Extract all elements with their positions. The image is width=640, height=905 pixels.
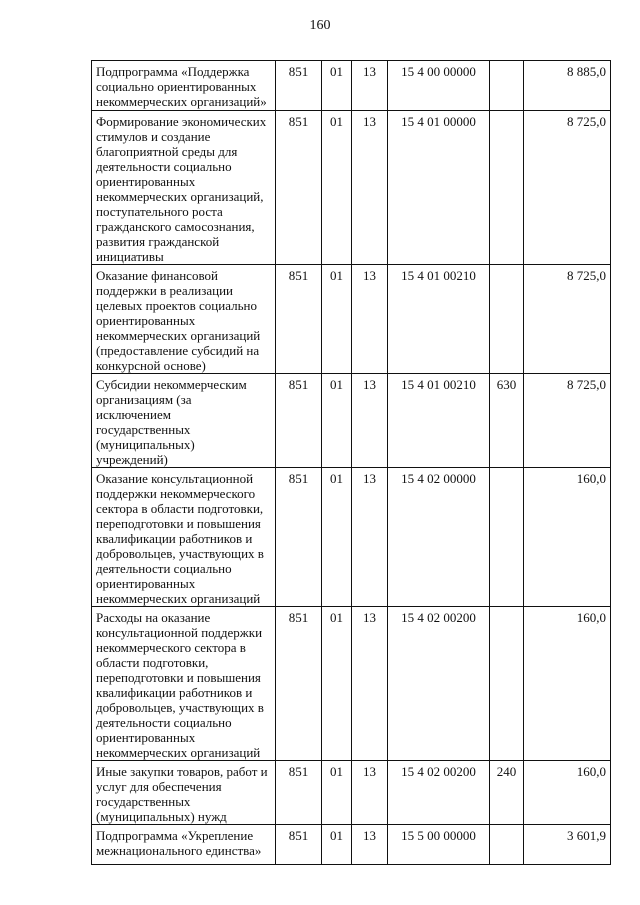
row-name-line: ориентированных: [96, 730, 196, 745]
table-row: [92, 825, 611, 865]
target-article-cell: 15 4 02 00200: [388, 607, 490, 761]
row-name-line: социально ориентированных: [96, 79, 257, 94]
row-name-line: ориентированных: [96, 174, 196, 189]
amount-cell: 160,0: [524, 761, 611, 825]
target-article-cell: 15 4 02 00000: [388, 468, 490, 607]
target-article-cell: 15 4 01 00210: [388, 265, 490, 374]
expense-type-cell: [490, 468, 524, 607]
row-name-cell: [92, 825, 276, 865]
row-name-line: инициативы: [96, 249, 164, 264]
row-name-line: Оказание финансовой: [96, 268, 218, 283]
row-name-line: некоммерческого сектора в: [96, 640, 246, 655]
row-name-line: сектора в области подготовки,: [96, 501, 264, 516]
row-name-line: некоммерческих организаций: [96, 328, 261, 343]
table-row: [92, 607, 611, 761]
row-name-line: государственных: [96, 422, 191, 437]
amount-cell: 3 601,9: [524, 825, 611, 865]
table-row: [92, 111, 611, 265]
row-name-line: консультационной поддержки: [96, 625, 263, 640]
amount-cell: 160,0: [524, 468, 611, 607]
row-name-line: деятельности социально: [96, 561, 232, 576]
amount-cell: 8 885,0: [524, 61, 611, 111]
ved-cell: 851: [276, 265, 322, 374]
row-name-cell: [92, 61, 276, 111]
row-name-line: гражданского самосознания,: [96, 219, 255, 234]
target-article-cell: 15 4 01 00210: [388, 374, 490, 468]
row-name-line: благоприятной среды для: [96, 144, 238, 159]
subsection-cell: 13: [352, 761, 388, 825]
row-name-line: (предоставление субсидий на: [96, 343, 260, 358]
table-row: [92, 374, 611, 468]
expense-type-cell: 240: [490, 761, 524, 825]
row-name-line: организациям (за: [96, 392, 192, 407]
row-name-cell: [92, 607, 276, 761]
budget-table: [91, 60, 611, 865]
ved-cell: 851: [276, 61, 322, 111]
row-name-line: стимулов и создание: [96, 129, 211, 144]
subsection-cell: 13: [352, 825, 388, 865]
expense-type-cell: [490, 607, 524, 761]
row-name-line: Расходы на оказание: [96, 610, 211, 625]
row-name-line: межнационального единства»: [96, 843, 262, 858]
row-name-cell: [92, 468, 276, 607]
row-name-line: переподготовки и повышения: [96, 670, 261, 685]
subsection-cell: 13: [352, 111, 388, 265]
section-cell: 01: [322, 111, 352, 265]
row-name-line: Оказание консультационной: [96, 471, 254, 486]
row-name-cell: [92, 374, 276, 468]
table-row: [92, 61, 611, 111]
row-name-line: поддержки некоммерческого: [96, 486, 256, 501]
target-article-cell: 15 4 01 00000: [388, 111, 490, 265]
amount-cell: 160,0: [524, 607, 611, 761]
row-name-line: Формирование экономических: [96, 114, 267, 129]
expense-type-cell: 630: [490, 374, 524, 468]
row-name-line: деятельности социально: [96, 715, 232, 730]
section-cell: 01: [322, 265, 352, 374]
amount-cell: 8 725,0: [524, 374, 611, 468]
row-name-cell: [92, 761, 276, 825]
row-name-line: поддержки в реализации: [96, 283, 234, 298]
row-name-line: услуг для обеспечения: [96, 779, 222, 794]
ved-cell: 851: [276, 374, 322, 468]
subsection-cell: 13: [352, 607, 388, 761]
row-name-line: государственных: [96, 794, 191, 809]
row-name-cell: [92, 265, 276, 374]
expense-type-cell: [490, 61, 524, 111]
row-name-line: области подготовки,: [96, 655, 209, 670]
row-name-line: Подпрограмма «Укрепление: [96, 828, 254, 843]
row-name-line: целевых проектов социально: [96, 298, 257, 313]
subsection-cell: 13: [352, 468, 388, 607]
ved-cell: 851: [276, 607, 322, 761]
subsection-cell: 13: [352, 265, 388, 374]
row-name-line: некоммерческих организаций»: [96, 94, 267, 109]
row-name-line: поступательного роста: [96, 204, 223, 219]
amount-cell: 8 725,0: [524, 111, 611, 265]
subsection-cell: 13: [352, 374, 388, 468]
section-cell: 01: [322, 61, 352, 111]
row-name-cell: [92, 111, 276, 265]
row-name-line: (муниципальных) нужд: [96, 809, 227, 824]
target-article-cell: 15 5 00 00000: [388, 825, 490, 865]
target-article-cell: 15 4 02 00200: [388, 761, 490, 825]
row-name-line: ориентированных: [96, 313, 196, 328]
section-cell: 01: [322, 374, 352, 468]
row-name-line: развития гражданской: [96, 234, 220, 249]
ved-cell: 851: [276, 761, 322, 825]
row-name-line: исключением: [96, 407, 171, 422]
section-cell: 01: [322, 825, 352, 865]
row-name-line: деятельности социально: [96, 159, 232, 174]
ved-cell: 851: [276, 825, 322, 865]
amount-cell: 8 725,0: [524, 265, 611, 374]
row-name-line: Иные закупки товаров, работ и: [96, 764, 268, 779]
row-name-line: Подпрограмма «Поддержка: [96, 64, 250, 79]
target-article-cell: 15 4 00 00000: [388, 61, 490, 111]
section-cell: 01: [322, 607, 352, 761]
page-number: 160: [309, 18, 331, 33]
row-name-line: некоммерческих организаций,: [96, 189, 264, 204]
subsection-cell: 13: [352, 61, 388, 111]
table-row: [92, 761, 611, 825]
ved-cell: 851: [276, 111, 322, 265]
table-row: [92, 468, 611, 607]
row-name-line: квалификации работников и: [96, 531, 253, 546]
row-name-line: добровольцев, участвующих в: [96, 700, 264, 715]
row-name-line: некоммерческих организаций: [96, 591, 261, 606]
row-name-line: некоммерческих организаций: [96, 745, 261, 760]
expense-type-cell: [490, 825, 524, 865]
row-name-line: ориентированных: [96, 576, 196, 591]
table-row: [92, 265, 611, 374]
row-name-line: добровольцев, участвующих в: [96, 546, 264, 561]
row-name-line: Субсидии некоммерческим: [96, 377, 247, 392]
row-name-line: конкурсной основе): [96, 358, 206, 373]
table-body: [92, 61, 611, 865]
ved-cell: 851: [276, 468, 322, 607]
expense-type-cell: [490, 265, 524, 374]
row-name-line: квалификации работников и: [96, 685, 253, 700]
expense-type-cell: [490, 111, 524, 265]
row-name-line: переподготовки и повышения: [96, 516, 261, 531]
row-name-line: (муниципальных): [96, 437, 195, 452]
row-name-line: учреждений): [96, 452, 168, 467]
section-cell: 01: [322, 761, 352, 825]
section-cell: 01: [322, 468, 352, 607]
